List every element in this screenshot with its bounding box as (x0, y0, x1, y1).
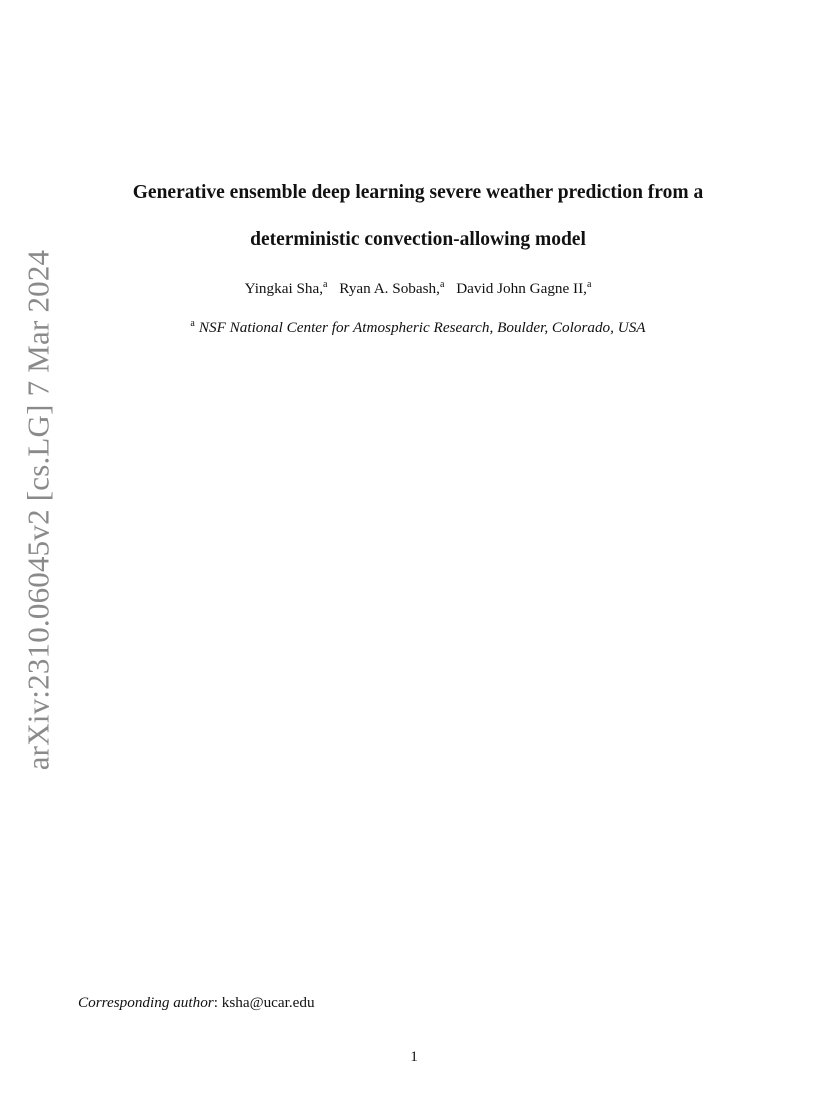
author-list (60, 279, 776, 299)
paper-title-line-1: Generative ensemble deep learning severe weather prediction from a (132, 182, 704, 203)
corresponding-author-email: ksha@ucar.edu (221, 994, 315, 1011)
corresponding-author (78, 993, 315, 1013)
affiliation-marker: a (439, 278, 445, 290)
author-name: Yingkai Sha, (244, 280, 324, 297)
page-number: 1 (410, 1048, 418, 1065)
author-3 (456, 279, 591, 299)
paper-title-line-2: deterministic convection-allowing model (250, 229, 586, 250)
affiliation-marker: a (323, 278, 328, 290)
corresponding-author-label: Corresponding author (78, 994, 214, 1011)
affiliation-marker: a (190, 317, 195, 329)
author-2 (339, 279, 444, 299)
author-name: David John Gagne II, (456, 280, 587, 297)
affiliation-text: NSF National Center for Atmospheric Research, Boulder, Colorado, USA (198, 319, 646, 336)
corresponding-author-separator: : (213, 994, 222, 1011)
affiliation (60, 318, 776, 338)
arxiv-identifier-stamp: arXiv:2310.06045v2 [cs.LG] 7 Mar 2024 (20, 249, 56, 771)
author-name: Ryan A. Sobash, (339, 280, 440, 297)
author-1 (245, 279, 328, 299)
affiliation-marker: a (586, 278, 592, 290)
